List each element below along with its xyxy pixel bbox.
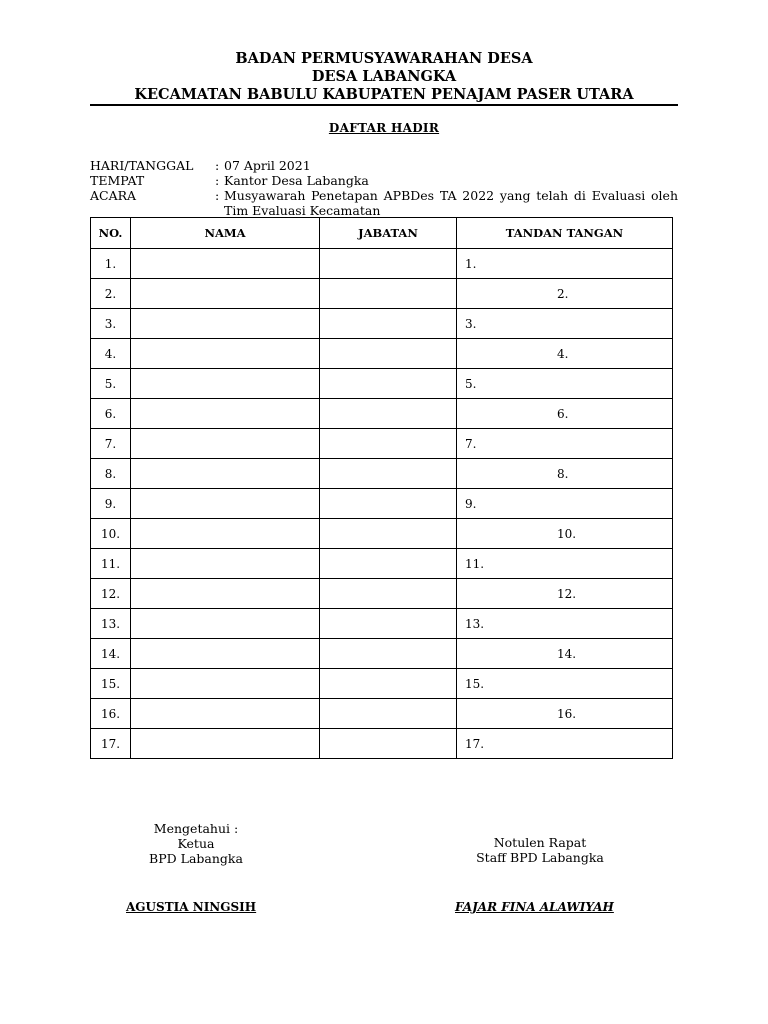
row-number: 17. <box>91 729 131 759</box>
letterhead <box>90 50 678 104</box>
row-number: 3. <box>91 309 131 339</box>
name-cell[interactable] <box>131 459 320 489</box>
row-number: 11. <box>91 549 131 579</box>
signature-number: 15. <box>465 676 485 691</box>
position-cell[interactable] <box>320 729 457 759</box>
document-title: DAFTAR HADIR <box>328 121 440 135</box>
signature-number: 6. <box>557 406 569 421</box>
minutes-taker-title: Notulen Rapat <box>493 835 587 850</box>
signature-number: 8. <box>557 466 569 481</box>
name-cell[interactable] <box>131 669 320 699</box>
signature-cell[interactable] <box>457 519 673 549</box>
row-number: 10. <box>91 519 131 549</box>
name-cell[interactable] <box>131 489 320 519</box>
position-cell[interactable] <box>320 279 457 309</box>
signature-cell[interactable] <box>457 609 673 639</box>
name-cell[interactable] <box>131 369 320 399</box>
letterhead-line-3: KECAMATAN BABULU KABUPATEN PENAJAM PASER UTARA <box>134 86 634 103</box>
row-number: 14. <box>91 639 131 669</box>
chair-title: Ketua <box>177 836 215 851</box>
row-number: 2. <box>91 279 131 309</box>
signature-cell[interactable] <box>457 549 673 579</box>
table-row <box>91 459 673 489</box>
place-value: Kantor Desa Labangka <box>224 173 369 188</box>
table-row <box>91 399 673 429</box>
date-value: 07 April 2021 <box>224 158 311 173</box>
signature-cell[interactable] <box>457 309 673 339</box>
agenda-value: Musyawarah Penetapan APBDes TA 2022 yang telah di Evaluasi oleh Tim Evaluasi Kecamatan <box>224 188 678 218</box>
table-row <box>91 729 673 759</box>
name-cell[interactable] <box>131 279 320 309</box>
row-number: 9. <box>91 489 131 519</box>
signature-number: 2. <box>557 286 569 301</box>
separator: : <box>215 158 220 173</box>
table-row <box>91 609 673 639</box>
name-cell[interactable] <box>131 339 320 369</box>
table-row <box>91 339 673 369</box>
position-cell[interactable] <box>320 249 457 279</box>
letterhead-line-1: BADAN PERMUSYAWARAHAN DESA <box>235 50 533 67</box>
minutes-taker-org: Staff BPD Labangka <box>476 850 604 865</box>
name-cell[interactable] <box>131 699 320 729</box>
signature-number: 13. <box>465 616 485 631</box>
name-cell[interactable] <box>131 429 320 459</box>
minutes-taker-name: FAJAR FINA ALAWIYAH <box>455 900 614 914</box>
table-row <box>91 249 673 279</box>
header-position: JABATAN <box>320 218 457 249</box>
signature-number: 10. <box>557 526 577 541</box>
chair-name: AGUSTIA NINGSIH <box>126 900 257 914</box>
table-row <box>91 279 673 309</box>
signature-cell[interactable] <box>457 729 673 759</box>
header-name: NAMA <box>131 218 320 249</box>
table-row <box>91 579 673 609</box>
row-number: 12. <box>91 579 131 609</box>
letterhead-divider <box>90 104 678 106</box>
position-cell[interactable] <box>320 639 457 669</box>
meta-row-place <box>90 173 678 188</box>
signature-cell[interactable] <box>457 339 673 369</box>
signature-cell[interactable] <box>457 639 673 669</box>
position-cell[interactable] <box>320 459 457 489</box>
table-body <box>91 249 673 759</box>
signature-number: 9. <box>465 496 477 511</box>
signature-number: 16. <box>557 706 577 721</box>
row-number: 15. <box>91 669 131 699</box>
signature-cell[interactable] <box>457 249 673 279</box>
signature-cell[interactable] <box>457 429 673 459</box>
meeting-details <box>90 158 678 218</box>
table-row <box>91 639 673 669</box>
signature-number: 1. <box>465 256 477 271</box>
row-number: 7. <box>91 429 131 459</box>
position-cell[interactable] <box>320 429 457 459</box>
row-number: 4. <box>91 339 131 369</box>
position-cell[interactable] <box>320 579 457 609</box>
name-cell[interactable] <box>131 399 320 429</box>
row-number: 5. <box>91 369 131 399</box>
name-cell[interactable] <box>131 729 320 759</box>
name-cell[interactable] <box>131 639 320 669</box>
table-row <box>91 489 673 519</box>
minutes-taker-block <box>460 835 620 865</box>
place-label: TEMPAT <box>90 173 145 188</box>
row-number: 8. <box>91 459 131 489</box>
position-cell[interactable] <box>320 519 457 549</box>
position-cell[interactable] <box>320 309 457 339</box>
date-label: HARI/TANGGAL <box>90 158 194 173</box>
table-row <box>91 309 673 339</box>
signature-cell[interactable] <box>457 699 673 729</box>
signature-cell[interactable] <box>457 669 673 699</box>
position-cell[interactable] <box>320 369 457 399</box>
signature-cell[interactable] <box>457 369 673 399</box>
name-cell[interactable] <box>131 579 320 609</box>
table-row <box>91 519 673 549</box>
signature-number: 14. <box>557 646 577 661</box>
position-cell[interactable] <box>320 609 457 639</box>
position-cell[interactable] <box>320 669 457 699</box>
signature-number: 17. <box>465 736 485 751</box>
meta-row-date <box>90 158 678 173</box>
row-number: 6. <box>91 399 131 429</box>
row-number: 1. <box>91 249 131 279</box>
table-row <box>91 369 673 399</box>
signature-number: 3. <box>465 316 477 331</box>
table-row <box>91 429 673 459</box>
signature-number: 11. <box>465 556 485 571</box>
signature-cell[interactable] <box>457 579 673 609</box>
position-cell[interactable] <box>320 699 457 729</box>
table-header-row <box>91 218 673 249</box>
signature-cell[interactable] <box>457 459 673 489</box>
table-row <box>91 699 673 729</box>
separator: : <box>215 188 220 203</box>
letterhead-line-2: DESA LABANGKA <box>311 68 457 85</box>
name-cell[interactable] <box>131 609 320 639</box>
chair-org: BPD Labangka <box>149 851 243 866</box>
name-cell[interactable] <box>131 549 320 579</box>
name-cell[interactable] <box>131 249 320 279</box>
signature-number: 5. <box>465 376 477 391</box>
position-cell[interactable] <box>320 489 457 519</box>
acknowledgement-block <box>120 821 272 866</box>
signature-cell[interactable] <box>457 489 673 519</box>
header-no: NO. <box>91 218 131 249</box>
agenda-label: ACARA <box>90 188 137 203</box>
position-cell[interactable] <box>320 549 457 579</box>
row-number: 16. <box>91 699 131 729</box>
row-number: 13. <box>91 609 131 639</box>
position-cell[interactable] <box>320 339 457 369</box>
signature-cell[interactable] <box>457 399 673 429</box>
position-cell[interactable] <box>320 399 457 429</box>
table-row <box>91 549 673 579</box>
signature-number: 12. <box>557 586 577 601</box>
acknowledged-label: Mengetahui : <box>153 821 239 836</box>
separator: : <box>215 173 220 188</box>
signature-cell[interactable] <box>457 279 673 309</box>
name-cell[interactable] <box>131 519 320 549</box>
signature-number: 4. <box>557 346 569 361</box>
header-signature: TANDAN TANGAN <box>457 218 673 249</box>
table-row <box>91 669 673 699</box>
signature-number: 7. <box>465 436 477 451</box>
attendance-table <box>90 217 673 759</box>
name-cell[interactable] <box>131 309 320 339</box>
meta-row-agenda <box>90 188 678 218</box>
